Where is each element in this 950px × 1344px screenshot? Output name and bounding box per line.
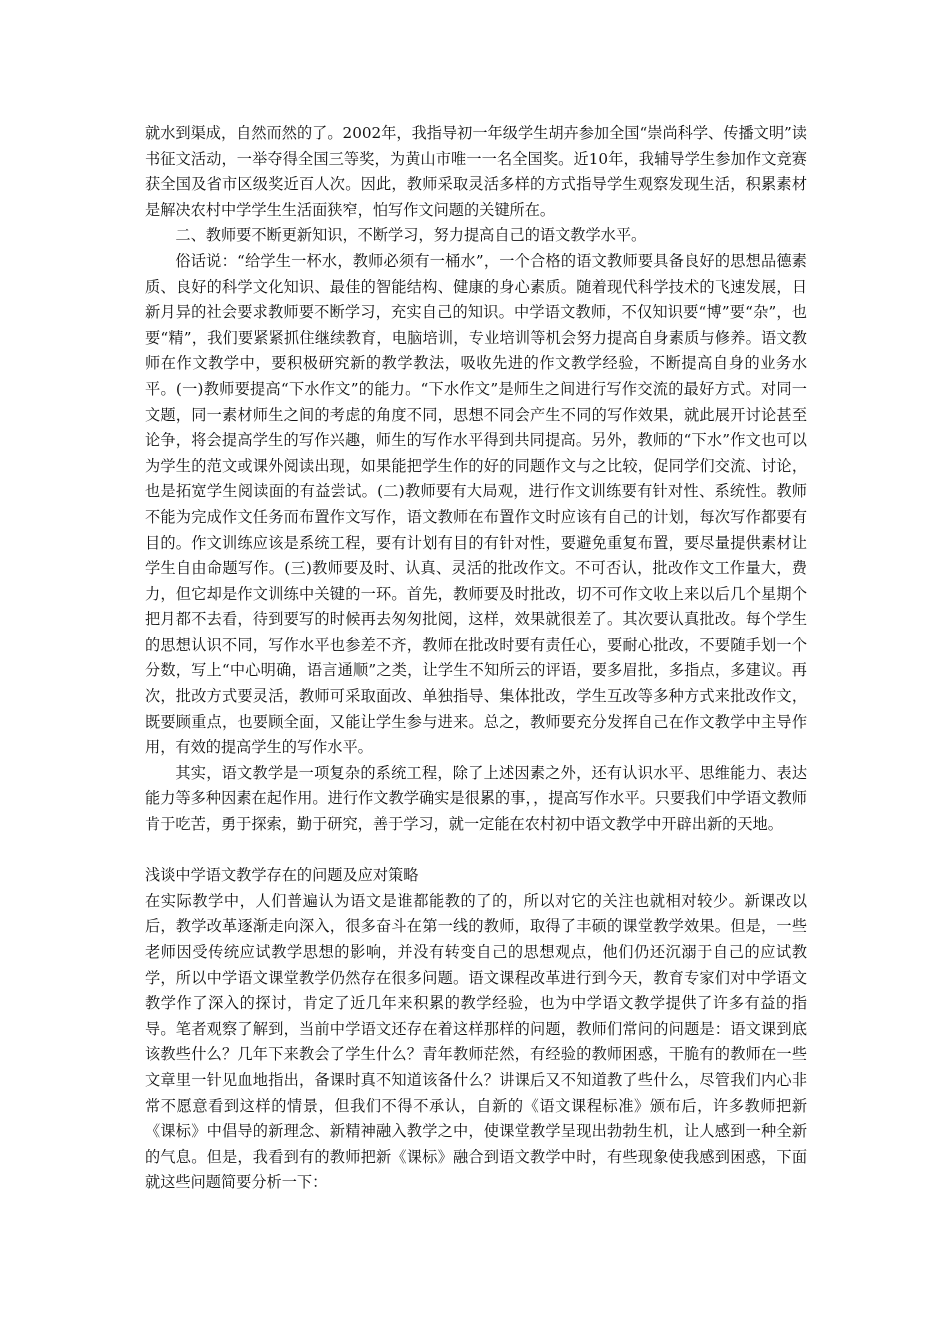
document-page xyxy=(145,121,807,1196)
paragraph-conclusion: 其实，语文教学是一项复杂的系统工程，除了上述因素之外，还有认识水平、思维能力、表达能力等多种因素在起作用。进行作文教学确实是很累的事，，提高写作水平。只要我们中学语文教师肯于吃苦，勇于探索，勤于研究，善于学习，就一定能在农村初中语文教学中开辟出新的天地。 xyxy=(145,763,807,834)
blank-line xyxy=(145,838,807,864)
article-title: 浅谈中学语文教学存在的问题及应对策略 xyxy=(145,866,419,885)
paragraph-teacher-learning: 俗话说：“给学生一杯水，教师必须有一桶水”，一个合格的语文教师要具备良好的思想品德素质、良好的科学文化知识、最佳的智能结构、健康的身心素质。随着现代科学技术的飞速发展，日新月异的社会要求教师要不断学习，充实自己的知识。中学语文教师，不仅知识要“博”要“杂”，也要“精”，我们要紧紧抓住继续教育，电脑培训，专业培训等机会努力提高自身素质与修养。语文教师在作文教学中，要积极研究新的教学教法，吸收先进的作文教学经验，不断提高自身的业务水平。(一)教师要提高“下水作文”的能力。“下水作文”是师生之间进行写作交流的最好方式。对同一文题，同一素材师生之间的考虑的角度不同，思想不同会产生不同的写作效果，就此展开讨论甚至论争，将会提高学生的写作兴趣，师生的写作水平得到共同提高。另外，教师的“下水”作文也可以为学生的范文或课外阅读出现，如果能把学生作的好的同题作文与之比较，促同学们交流、讨论，也是拓宽学生阅读面的有益尝试。(二)教师要有大局观，进行作文训练要有针对性、系统性。教师不能为完成作文任务而布置作文写作，语文教师在布置作文时应该有自己的计划，每次写作都要有目的。作文训练应该是系统工程，要有计划有目的有针对性，要避免重复布置，要尽量提供素材让学生自由命题写作。(三)教师要及时、认真、灵活的批改作文。不可否认，批改作文工作量大，费力，但它却是作文训练中关键的一环。首先，教师要及时批改，切不可作文收上来以后几个星期个把月都不去看，待到要写的时候再去匆匆批阅，这样，效果就很差了。其次要认真批改。每个学生的思想认识不同，写作水平也参差不齐，教师在批改时要有责任心，要耐心批改，不要随手划一个分数，写上“中心明确，语言通顺”之类，让学生不知所云的评语，要多眉批，多指点，多建议。再次，批改方式要灵活，教师可采取面改、单独指导、集体批改，学生互改等多种方式来批改作文，既要顾重点，也要顾全面，又能让学生参与进来。总之，教师要充分发挥自己在作文教学中主导作用，有效的提高学生的写作水平。 xyxy=(145,251,807,757)
article-body: 在实际教学中，人们普遍认为语文是谁都能教的了的，所以对它的关注也就相对较少。新课改以后，教学改革逐渐走向深入，很多奋斗在第一线的教师，取得了丰硕的课堂教学效果。但是，一些老师因受传统应试教学思想的影响，并没有转变自己的思想观点，他们仍还沉溺于自己的应试教学，所以中学语文课堂教学仍然存在很多问题。语文课程改革进行到今天，教育专家们对中学语文教学作了深入的探讨，肯定了近几年来积累的教学经验，也为中学语文教学提供了许多有益的指导。笔者观察了解到，当前中学语文还存在着这样那样的问题，教师们常问的问题是：语文课到底该教些什么？几年下来教会了学生什么？青年教师茫然，有经验的教师困惑，干脆有的教师在一些文章里一针见血地指出，备课时真不知道该备什么？讲课后又不知道教了些什么，尽管我们内心非常不愿意看到这样的情景，但我们不得不承认，自新的《语文课程标准》颁布后，许多教师把新《课标》中倡导的新理念、新精神融入教学之中，使课堂教学呈现出勃勃生机，让人感到一种全新的气息。但是，我看到有的教师把新《课标》融合到语文教学中时，有些现象使我感到困惑，下面就这些问题简要分析一下： xyxy=(145,891,807,1192)
paragraph-continuation: 就水到渠成，自然而然的了。2002年，我指导初一年级学生胡卉参加全国“崇尚科学、传播文明”读书征文活动，一举夺得全国三等奖，为黄山市唯一一名全国奖。近10年，我辅导学生参加作文竞赛获全国及省市区级奖近百人次。因此，教师采取灵活多样的方式指导学生观察发现生活，积累素材是解决农村中学学生生活面狭窄，怕写作文问题的关键所在。 xyxy=(145,124,807,219)
section-heading-two: 二、教师要不断更新知识，不断学习，努力提高自己的语文教学水平。 xyxy=(175,226,647,245)
